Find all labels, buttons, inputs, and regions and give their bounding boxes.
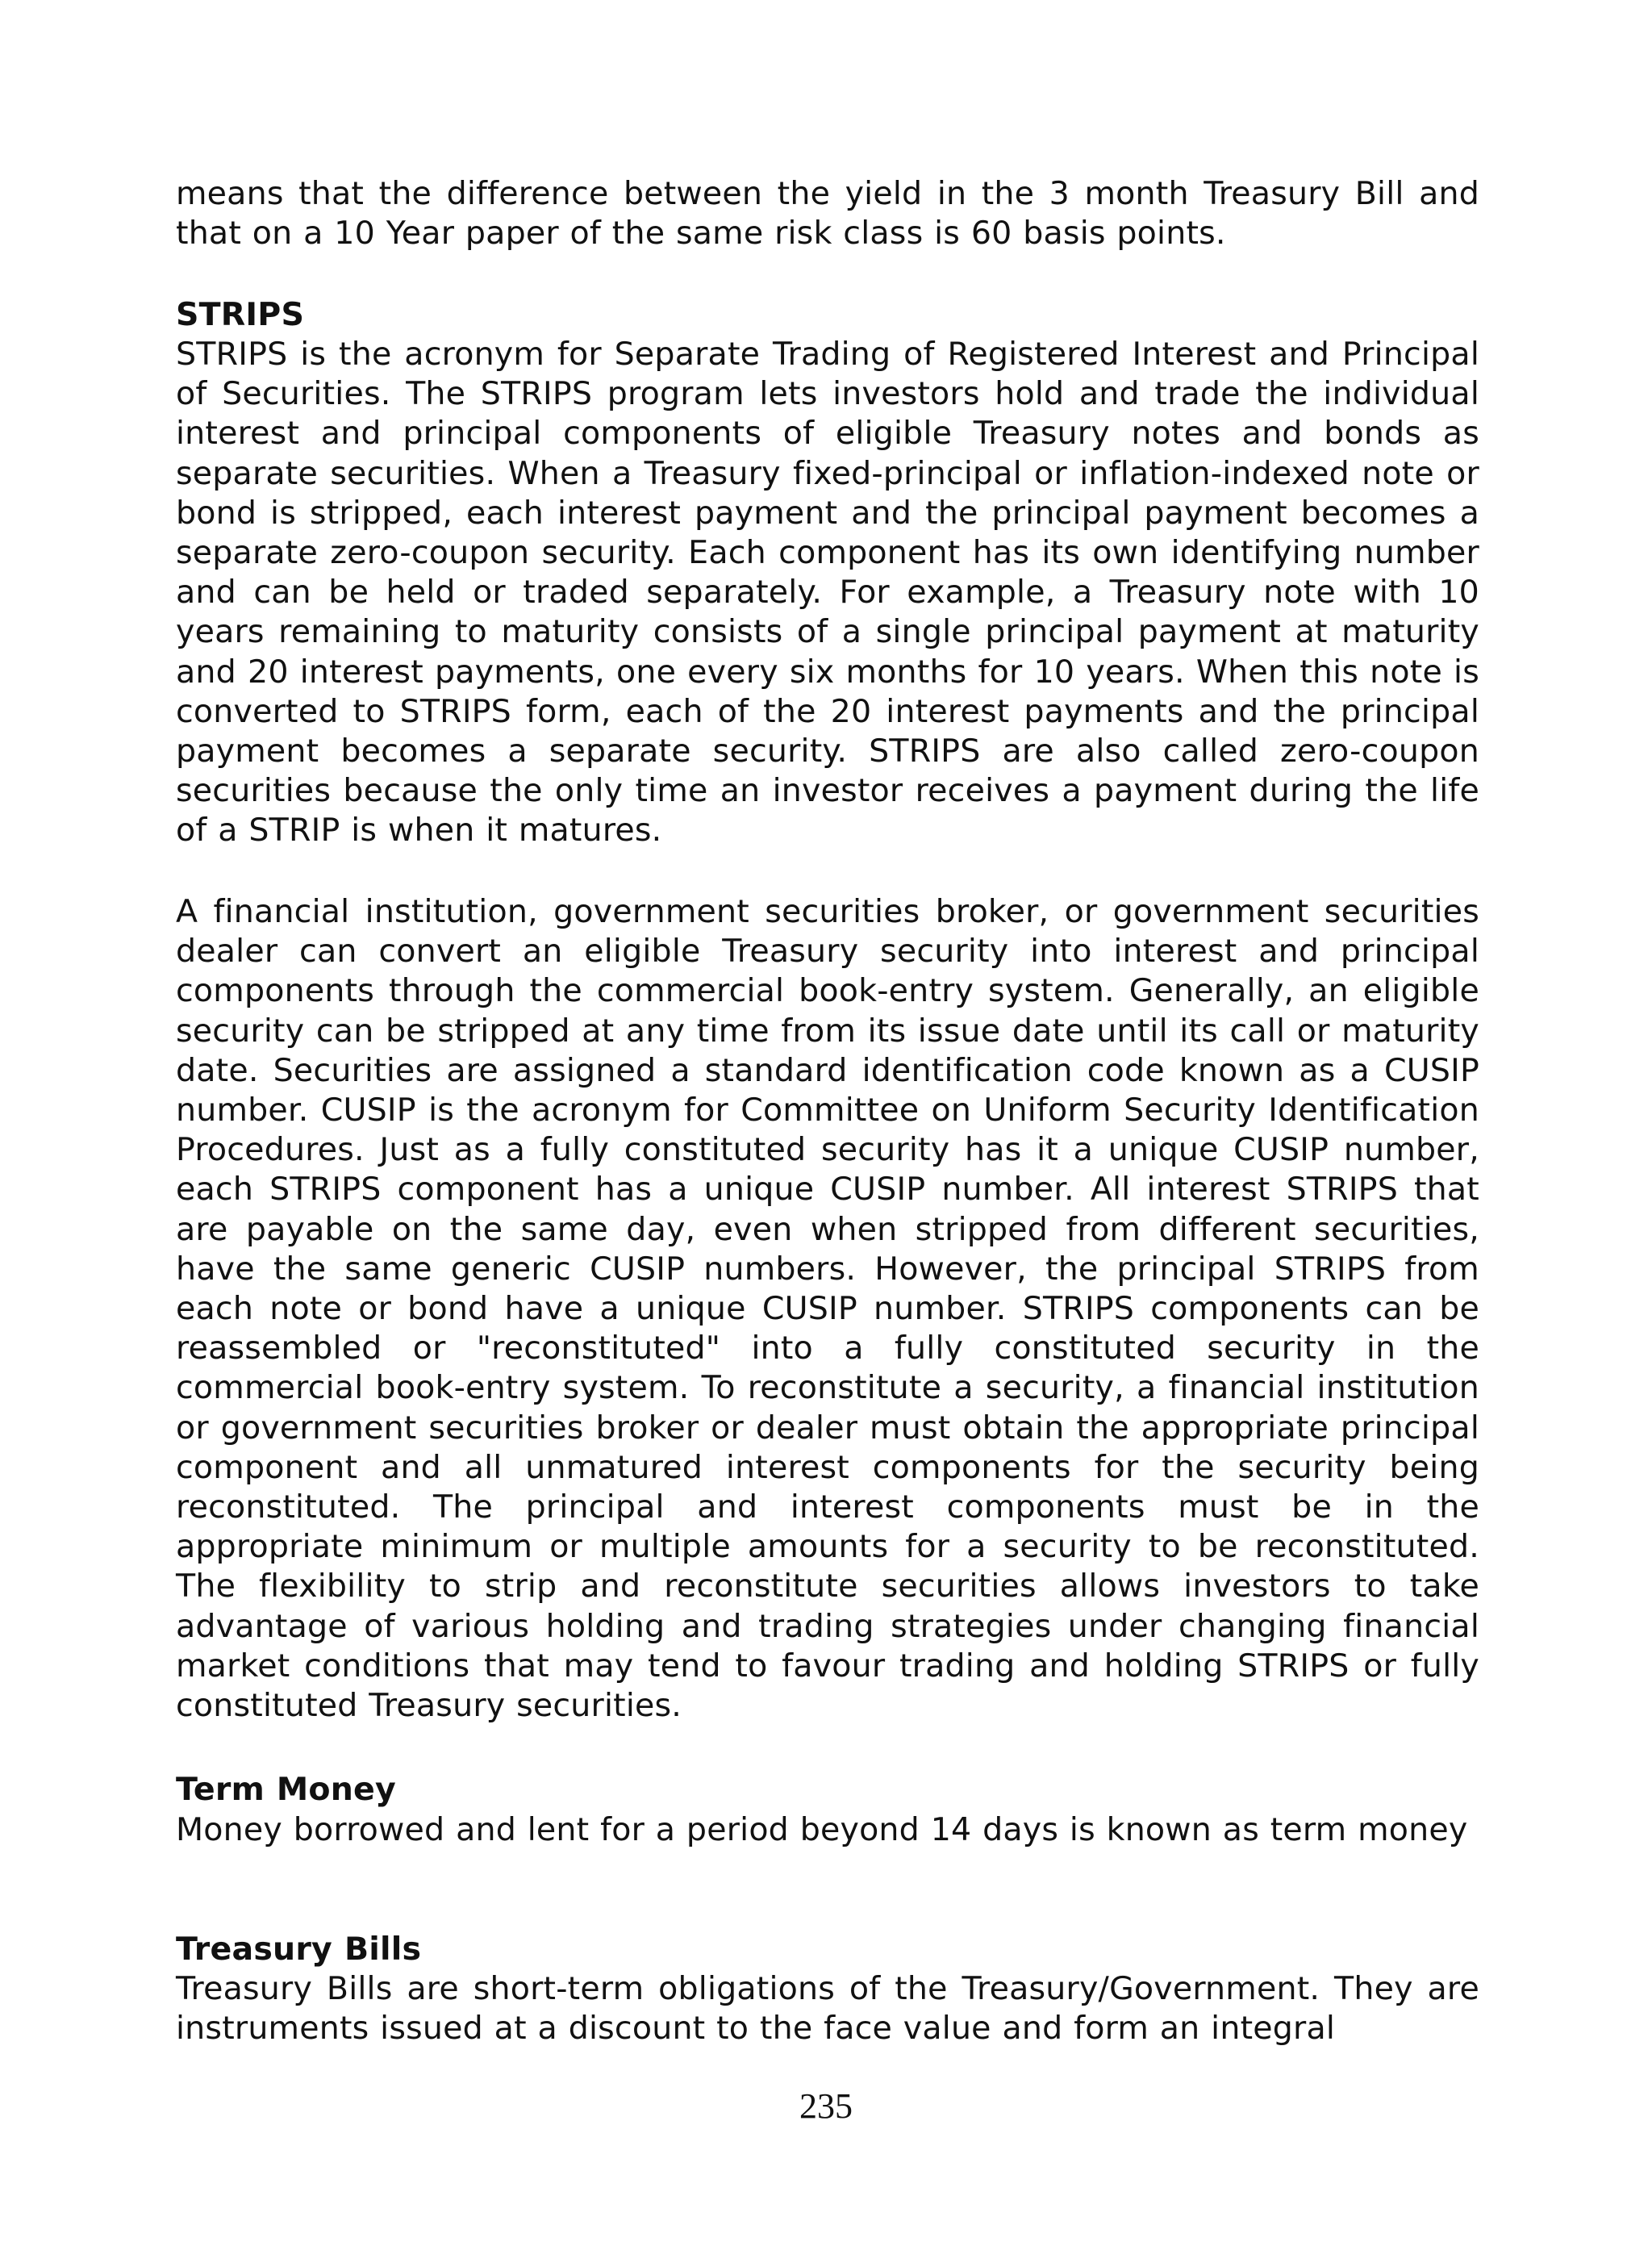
term-money-paragraph: Money borrowed and lent for a period beyond 14 days is known as term money <box>176 1811 1468 1848</box>
page-number: 235 <box>799 2086 853 2126</box>
strips-paragraph-1: STRIPS is the acronym for Separate Trading of Registered Interest and Principal of Securities. The STRIPS program lets investors hold and trade the individual interest and principal components of eligible Treasury notes and bonds as separate securities. When a Treasury fixed-principal or inflation-indexed note or bond is stripped, each interest payment and the principal payment becomes a separate zero-coupon security. Each component has its own identifying number and can be held or traded separately. For example, a Treasury note with 10 years remaining to maturity consists of a single principal payment at maturity and 20 interest payments, one every six months for 10 years. When this note is converted to STRIPS form, each of the 20 interest payments and the principal payment becomes a separate security. STRIPS are also called zero-coupon securities because the only time an investor receives a payment during the life of a STRIP is when it matures. <box>176 336 1479 850</box>
intro-paragraph: means that the difference between the yield in the 3 month Treasury Bill and that on a 10 Year paper of the same risk class is 60 basis points. <box>176 175 1479 253</box>
term-money-heading: Term Money <box>176 1771 396 1808</box>
strips-heading: STRIPS <box>176 296 305 333</box>
strips-paragraph-2: A financial institution, government securities broker, or government securities dealer can convert an eligible Treasury security into interest and principal components through the commercial book-entry system. Generally, an eligible security can be stripped at any time from its issue date until its call or maturity date. Securities are assigned a standard identification code known as a CUSIP number. CUSIP is the acronym for Committee on Uniform Security Identification Procedures. Just as a fully constituted security has it a unique CUSIP number, each STRIPS component has a unique CUSIP number. All interest STRIPS that are payable on the same day, even when stripped from different securities, have the same generic CUSIP numbers. However, the principal STRIPS from each note or bond have a unique CUSIP number. STRIPS components can be reassembled or "reconstituted" into a fully constituted security in the commercial book-entry system. To reconstitute a security, a financial institution or government securities broker or dealer must obtain the appropriate principal component and all unmatured interest components for the security being reconstituted. The principal and interest components must be in the appropriate minimum or multiple amounts for a security to be reconstituted. The flexibility to strip and reconstitute securities allows investors to take advantage of various holding and trading strategies under changing financial market conditions that may tend to favour trading and holding STRIPS or fully constituted Treasury securities. <box>176 893 1479 1725</box>
treasury-bills-paragraph: Treasury Bills are short-term obligations of the Treasury/Government. They are instruments issued at a discount to the face value and form an integral <box>176 1970 1479 2048</box>
treasury-bills-heading: Treasury Bills <box>176 1931 422 1968</box>
